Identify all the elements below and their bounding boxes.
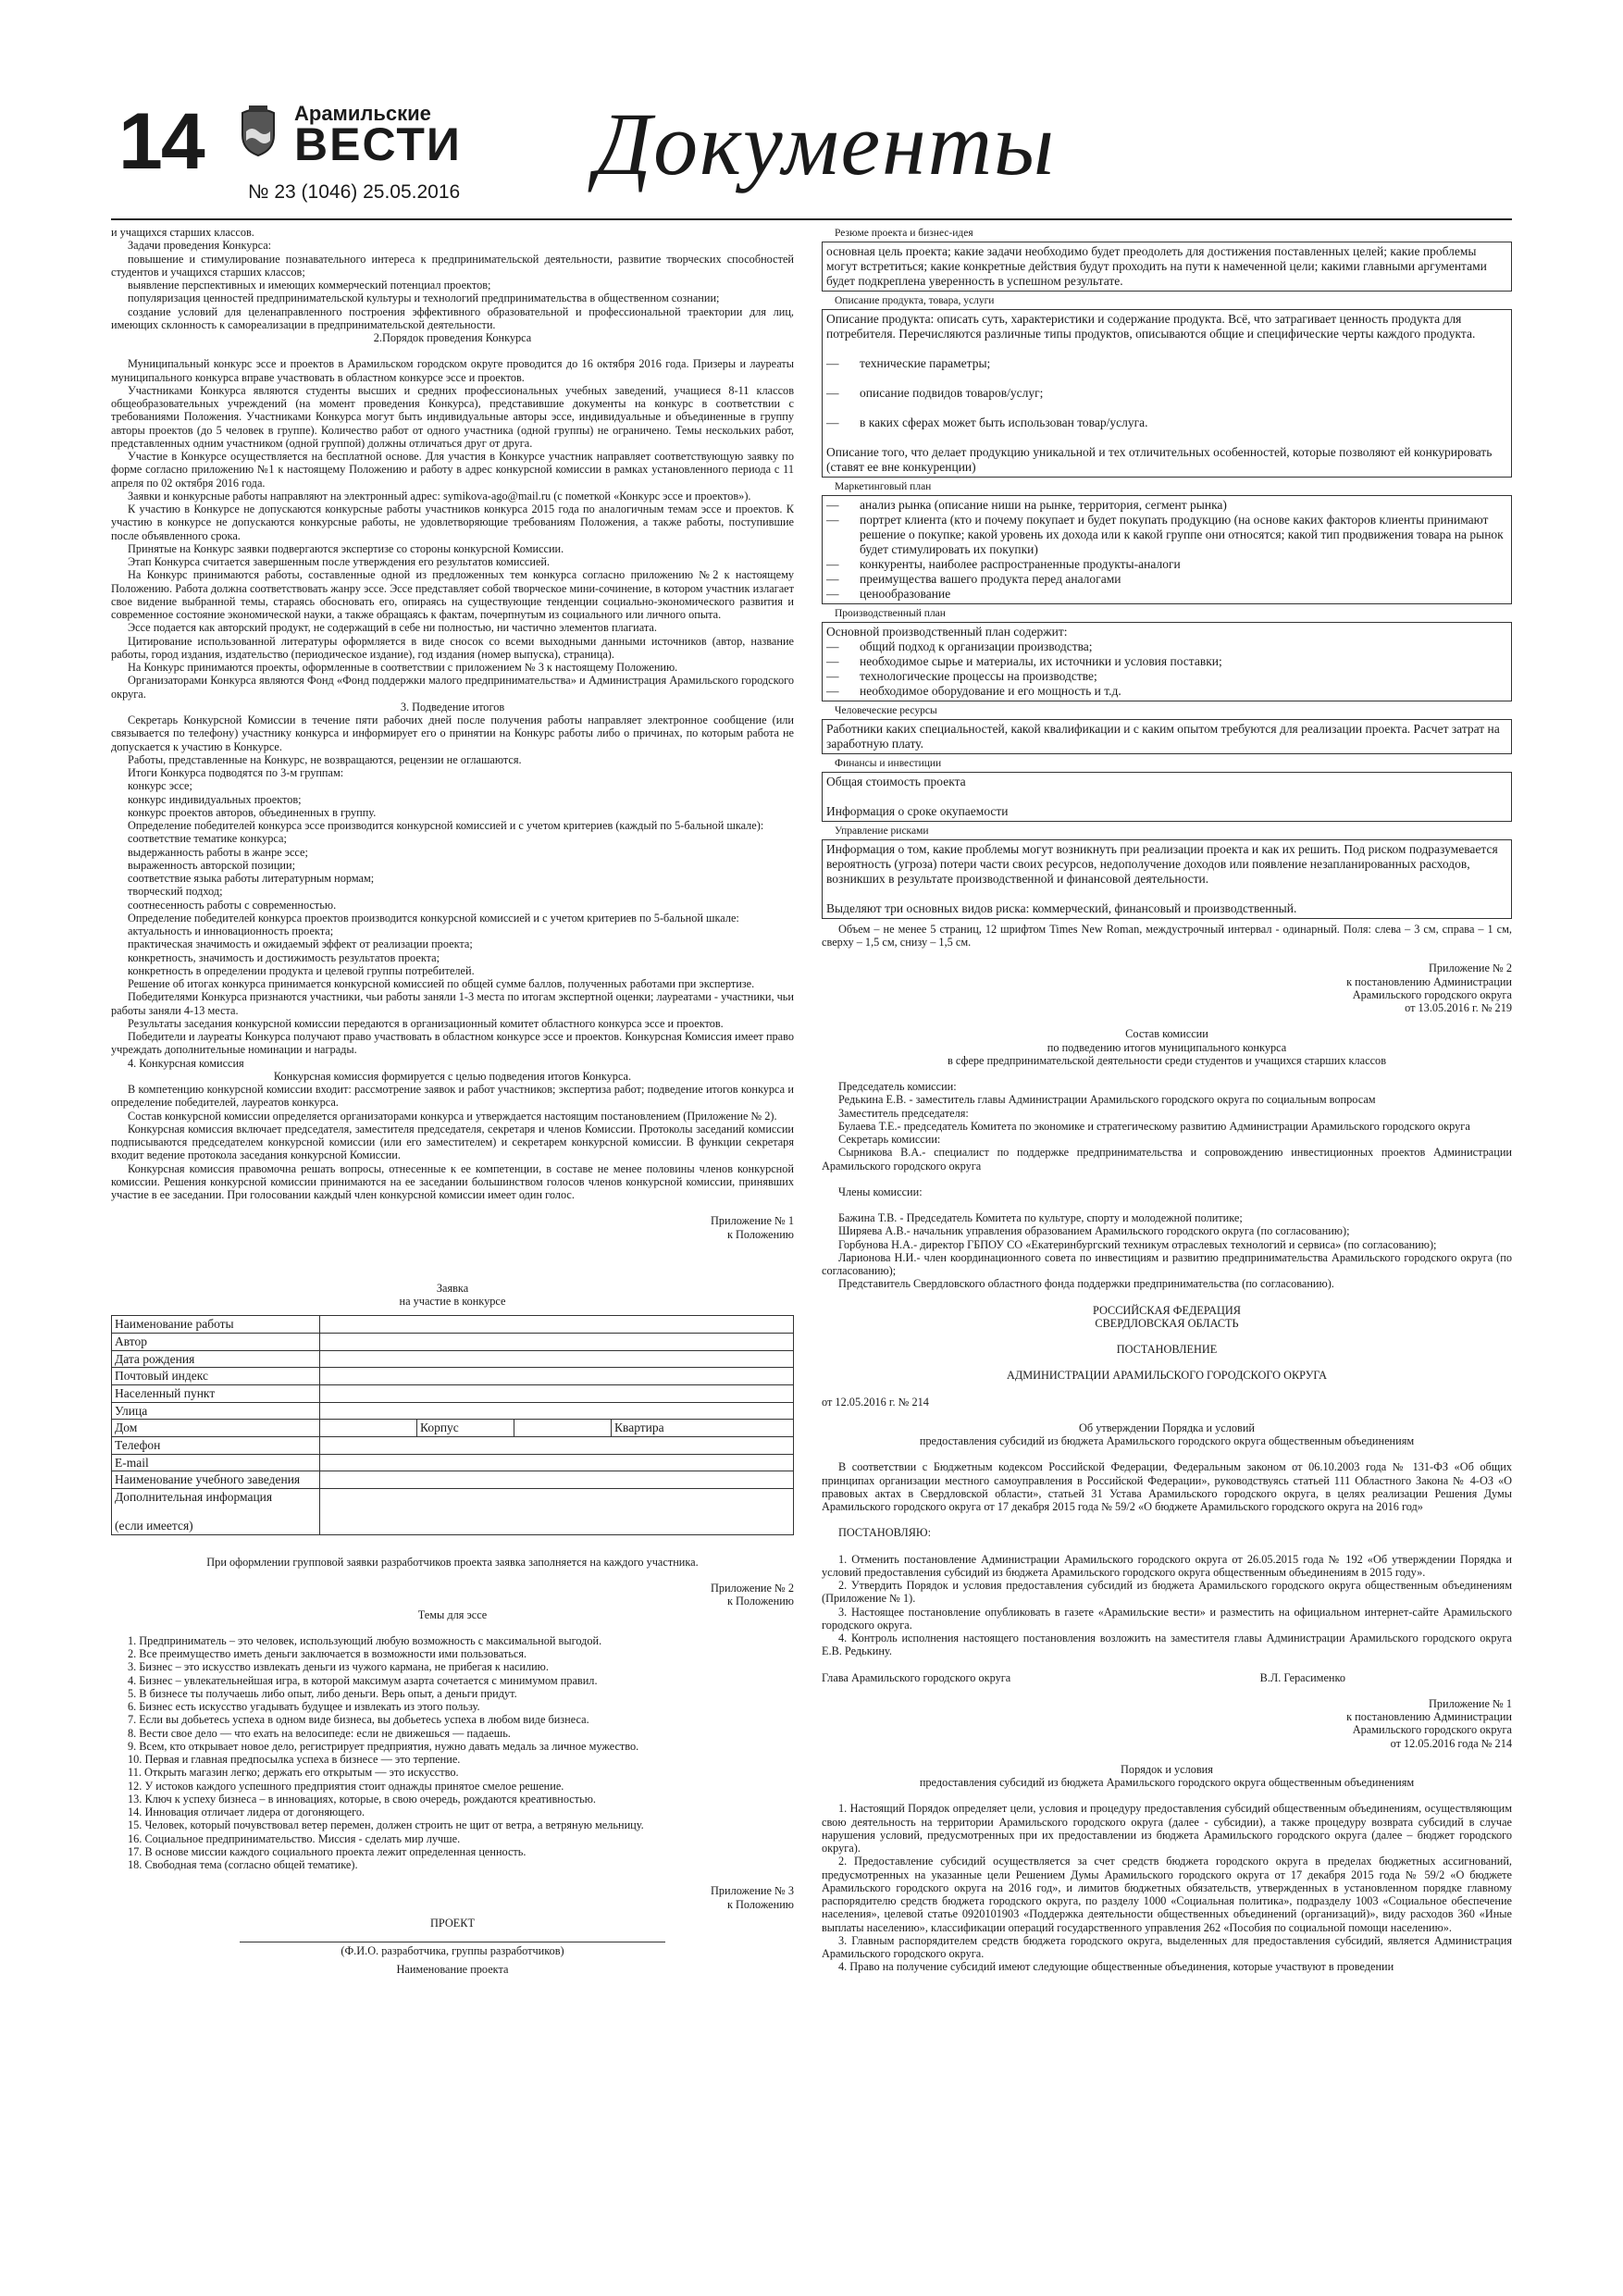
- appendix-sub: к Положению: [726, 1227, 794, 1241]
- box-text: Общая стоимость проекта: [826, 775, 966, 789]
- form-label: [112, 1488, 320, 1534]
- appendix-sub: к постановлению Администрации: [1346, 1710, 1512, 1724]
- form-row: [112, 1488, 794, 1534]
- paragraph: выраженность авторской позиции;: [128, 858, 296, 872]
- paragraph: В компетенцию конкурсной комиссии входит: рассмотрение заявок и работ участников; экспертиза работ; подведение итогов конкурса и определение победителей, лауреатов конкурса.: [111, 1083, 794, 1110]
- finance-box: [822, 772, 1512, 822]
- appendix-label: Приложение № 1: [1428, 1696, 1512, 1710]
- box-text: Выделяют три основных видов риска: коммерческий, финансовый и производственный.: [826, 901, 1297, 916]
- paragraph: Задачи проведения Конкурса:: [128, 239, 272, 253]
- appendix-sub: Арамильского городского округа: [1352, 1723, 1512, 1737]
- form-label: Наименование учебного заведения: [112, 1471, 320, 1489]
- form-row: [112, 1384, 794, 1402]
- box-text: Основной производственный план содержит:: [826, 624, 1068, 639]
- form-field[interactable]: [320, 1488, 794, 1534]
- issue-number: № 23 (1046) 25.05.2016: [248, 181, 461, 203]
- paragraph: Решение об итогах конкурса принимается конкурсной комиссией по общей сумме баллов, полученных работами при экспертизе.: [128, 977, 755, 990]
- paragraph: конкретность в определении продукта и целевой группы потребителей.: [128, 963, 475, 977]
- paragraph: соответствие тематике конкурса;: [128, 832, 287, 846]
- logo-bottom: ВЕСТИ: [294, 118, 462, 170]
- block-label: Маркетинговый план: [835, 480, 932, 492]
- theme-item: 1. Предприниматель – это человек, использующий любую возможность с максимальной выгодой.: [128, 1633, 602, 1647]
- box-text: Работники каких специальностей, какой квалификации и с каким опытом требуются для реализации проекта. Расчет затрат на заработную плату.: [826, 721, 1500, 751]
- paragraph: Определение победителей конкурса эссе производится конкурсной комиссией и с учетом критериев (каждый по 5-бальной шкале):: [128, 819, 764, 832]
- paragraph: творческий подход;: [128, 885, 223, 899]
- appendix-label: Приложение № 3: [710, 1884, 794, 1898]
- paragraph: Принятые на Конкурс заявки подвергаются экспертизе со стороны конкурсной Комиссии.: [128, 541, 564, 555]
- appendix-sub: Арамильского городского округа: [1352, 987, 1512, 1001]
- paragraph: На Конкурс принимаются работы, составленные одной из предложенных тем конкурса согласно приложению №2 к настоящему Положению. Работа должна соответствовать жанру эссе. Эссе представляет собой творческое мини-сочинение, в котором участник излагает свое видение выбранной темы, стараясь обосновать его, опираясь на существующие тенденции социально-экономического развития и современное состояние экономической науки, а также обращаясь к фактам, почерпнутым из социального или личного опыта.: [111, 568, 794, 621]
- paragraph: Участие в Конкурсе осуществляется на бесплатной основе. Для участия в Конкурсе участник направляет соответствующую заявку по форме согласно приложению №1 к настоящему Положению и работу в адрес конкурсной комиссии в рамках установленного периода с 11 апреля по 02 октября 2016 года.: [111, 450, 794, 490]
- form-label: E-mail: [112, 1454, 320, 1471]
- paragraph: 4. Контроль исполнения настоящего постановления возложить на заместителя главы Администрации Арамильского городского округа Е.В. Редькину.: [822, 1632, 1512, 1658]
- paragraph: выдержанность работы в жанре эссе;: [128, 845, 308, 859]
- left-column: [111, 226, 794, 1977]
- form-field[interactable]: [320, 1384, 794, 1402]
- form-subtitle: на участие в конкурсе: [399, 1295, 506, 1308]
- paragraph: Результаты заседания конкурсной комиссии передаются в организационный комитет областного конкурса эссе и проектов.: [128, 1016, 724, 1030]
- resolution-heading: ПОСТАНОВЛЕНИЕ: [1116, 1343, 1218, 1357]
- paragraph: 2. Утвердить Порядок и условия предоставления субсидий из бюджета Арамильского городского округа общественным объединениям (Приложение № 1).: [822, 1579, 1512, 1606]
- paragraph: конкурс индивидуальных проектов;: [128, 792, 302, 806]
- theme-item: 12. У истоков каждого успешного предприятия стоит однажды принятое смелое решение.: [128, 1779, 564, 1793]
- paragraph: Председатель комиссии:: [838, 1080, 957, 1094]
- resolution-title: Об утверждении Порядка и условий: [1078, 1421, 1256, 1434]
- theme-item: 2. Все преимущество иметь деньги заключается в возможности ими пользоваться.: [128, 1647, 527, 1661]
- form-field[interactable]: [320, 1333, 794, 1350]
- page-header: [0, 0, 1623, 222]
- theme-item: 10. Первая и главная предпосылка успеха в бизнесе — это терпение.: [128, 1753, 461, 1767]
- paragraph: конкретность, значимость и достижимость результатов проекта;: [128, 950, 440, 964]
- form-label: Населенный пункт: [112, 1384, 320, 1402]
- section-heading: Конкурсная комиссия формируется с целью подведения итогов Конкурса.: [273, 1069, 632, 1083]
- form-field[interactable]: [320, 1420, 417, 1437]
- region-header: СВЕРДЛОВСКАЯ ОБЛАСТЬ: [1095, 1316, 1239, 1330]
- form-field[interactable]: [320, 1402, 794, 1420]
- block-label: Производственный план: [835, 607, 946, 619]
- section-title: Документы: [595, 94, 1057, 193]
- production-box: [822, 622, 1512, 701]
- application-form: [111, 1315, 794, 1535]
- form-field[interactable]: [320, 1454, 794, 1471]
- block-label: Резюме проекта и бизнес-идея: [835, 228, 973, 239]
- paragraph: Заявки и конкурсные работы направляют на электронный адрес: symikova-ago@mail.ru (с пометкой «Конкурс эссе и проектов»).: [128, 489, 751, 503]
- header-rule: [111, 218, 1512, 220]
- box-list-item: — технологические процессы на производстве;: [826, 669, 1507, 684]
- paragraph: Организаторами Конкурса являются Фонд «Фонд поддержки малого предпринимательства» и Администрация Арамильского городского округа.: [111, 674, 794, 701]
- paragraph: 3. Главным распорядителем средств бюджета городского округа, выделенных для предоставления субсидий, является Администрация Арамильского городского округа.: [822, 1933, 1512, 1961]
- paragraph: Булаева Т.Е.- председатель Комитета по экономике и стратегическому развитию Администрации Арамильского городского округа: [838, 1119, 1470, 1133]
- form-label: Почтовый индекс: [112, 1368, 320, 1385]
- theme-item: 15. Человек, который почувствовал ветер перемен, должен строить не щит от ветра, а ветряную мельницу.: [128, 1818, 644, 1832]
- paragraph: соотнесенность работы с современностью.: [128, 898, 337, 912]
- signature-block: [822, 1671, 1512, 1684]
- paragraph: Состав конкурсной комиссии определяется организаторами конкурса и утверждается настоящим постановлением (Приложение № 2).: [128, 1109, 777, 1123]
- paragraph: Редькина Е.В. - заместитель главы Администрации Арамильского городского округа по социальным вопросам: [838, 1093, 1376, 1107]
- paragraph: Конкурсная комиссия включает председателя, заместителя председателя, секретаря и членов Комиссии. Протоколы заседаний комиссии подписываются председателем конкурсной комиссии (или его заместителем) и секретарем конкурсной комиссии. В функции секретаря входит ведение протокола заседания конкурсной Комиссии.: [111, 1122, 794, 1162]
- right-column: [822, 226, 1512, 1974]
- paragraph: конкурс проектов авторов, объединенных в группу.: [128, 805, 377, 819]
- block-label: Управление рисками: [835, 825, 929, 837]
- appendix-sub: к Положению: [726, 1595, 794, 1608]
- form-label-line: Дополнительная информация: [115, 1489, 273, 1504]
- theme-item: 13. Ключ к успеху бизнеса – в инновациях, которые, в свою очередь, рождаются креативностью.: [128, 1792, 597, 1806]
- paragraph: соответствие языка работы литературным нормам;: [128, 872, 375, 885]
- paragraph: Победители и лауреаты Конкурса получают право участвовать в областном конкурсе эссе и проектов. Конкурсная Комиссия имеет право учреждать дополнительные номинации и награды.: [111, 1030, 794, 1057]
- paragraph: Представитель Свердловского областного фонда поддержки предпринимательства (по согласованию).: [838, 1277, 1334, 1291]
- paragraph: Участниками Конкурса являются студенты высших и средних профессиональных учебных заведений, учащиеся 8-11 классов общеобразовательных учреждений (на момент проведения Конкурса), представившие документы на конкурс в соответствии с требованиями Положения. Участниками Конкурса могут быть индивидуальные авторы эссе, индивидуальные и объединенные в группу авторы проектов (до 5 человек в группе). Количество работ от одного участника (одной группы) не ограничено. Темы нескольких работ, представленных одним участником (одной группой) должны отличаться друг от друга.: [111, 383, 794, 450]
- paragraph: 3. Настоящее постановление опубликовать в газете «Арамильские вести» и разместить на официальном интернет-сайте Арамильского городского округа.: [822, 1605, 1512, 1632]
- paragraph: актуальность и инновационность проекта;: [128, 925, 334, 937]
- paragraph: Ширяева А.В.- начальник управления образованием Арамильского городского округа (по согласованию);: [838, 1224, 1350, 1238]
- paragraph: 1. Отменить постановление Администрации Арамильского городского округа от 26.05.2015 года № 192 «Об утверждении Порядка и условий предоставления субсидий из бюджета Арамильского городского округа общественным объединениям в 2015 году».: [822, 1552, 1512, 1579]
- appendix-label: Приложение № 2: [1428, 962, 1512, 975]
- form-title: Заявка: [436, 1281, 469, 1295]
- theme-item: 16. Социальное предпринимательство. Миссия - сделать мир лучше.: [128, 1831, 461, 1845]
- paragraph: Муниципальный конкурс эссе и проектов в Арамильском городском округе проводится до 16 октября 2016 года. Призеры и лауреаты муниципального конкурса вправе участвовать в областном конкурсе эссе и проектов.: [111, 357, 794, 384]
- paragraph: 2. Предоставление субсидий осуществляется за счет средств бюджета городского округа в пределах бюджетных ассигнований, предусмотренных на указанные цели Решением Думы Арамильского городского округа от 17 декабря 2015 года № 59/2 «О бюджете Арамильского городского округа на 2016 год», и лимитов бюджетных обязательств, утвержденных в установленном порядке главному распорядителю средств бюджета городского округа, по разделу 1000 «Социальная политика», подразделу 1003 «Социальное обеспечение населения», целевой статье 0920101903 «Поддержка деятельности общественных объединений (организаций)», виду расходов 360 «Иные выплаты населению», классификации операций государственного управления 262 «Пособия по социальной помощи населению».: [822, 1855, 1512, 1934]
- project-name-label: Наименование проекта: [396, 1963, 509, 1977]
- form-field[interactable]: [320, 1436, 794, 1454]
- appendix-label: Приложение № 2: [710, 1582, 794, 1595]
- summary-box: [822, 242, 1512, 292]
- paragraph: Бажина Т.В. - Председатель Комитета по культуре, спорту и молодежной политике;: [838, 1211, 1243, 1225]
- form-row: [112, 1454, 794, 1471]
- paragraph: Секретарь комиссии:: [838, 1133, 941, 1147]
- form-label: Автор: [112, 1333, 320, 1350]
- box-text: Информация о сроке окупаемости: [826, 804, 1009, 819]
- form-label: Корпус: [417, 1420, 514, 1437]
- box-list-item: — преимущества вашего продукта перед аналогами: [826, 572, 1507, 587]
- paragraph: Итоги Конкурса подводятся по 3-м группам:: [128, 766, 344, 779]
- theme-item: 6. Бизнес есть искусство угадывать будущее и извлекать из этого пользу.: [128, 1700, 480, 1714]
- form-row: [112, 1350, 794, 1368]
- paragraph: создание условий для целенаправленного построения эффективного образовательной и профессиональной траектории для лиц, имеющих склонность к самореализации в предпринимательской деятельности.: [111, 304, 794, 331]
- section-heading: 3. Подведение итогов: [400, 700, 505, 714]
- signature-title: Глава Арамильского городского округа: [822, 1670, 1011, 1684]
- block-label: Описание продукта, товара, услуги: [835, 295, 995, 307]
- product-box: [822, 309, 1512, 477]
- theme-item: 7. Если вы добьетесь успеха в одном виде бизнеса, вы добьетесь успеха в любом виде бизнеса.: [128, 1713, 589, 1727]
- resolution-date: от 12.05.2016 г. № 214: [822, 1395, 929, 1409]
- box-text: Описание того, что делает продукцию уникальной и тех отличительных особенностей, которые позволяют ей конкурировать (ставят ее вне конкуренции): [826, 445, 1493, 474]
- paragraph: В соответствии с Бюджетным кодексом Российской Федерации, Федеральным законом от 06.10.2003 года № 131-ФЗ «Об общих принципах организации местного самоуправления в Российской Федерации», руководствуясь статьей 111 Областного Закона № 4-ОЗ «О правовых актах в Свердловской области», статьей 31 Устава Арамильского городского округа, в целях реализации Решения Думы Арамильского городского округа от 17 декабря 2015 года № 59/2 «О бюджете Арамильского городского округа на 2016 год»: [822, 1460, 1512, 1514]
- form-row: [112, 1333, 794, 1350]
- paragraph: На Конкурс принимаются проекты, оформленные в соответствии с приложением № 3 к настоящему Положению.: [128, 661, 678, 674]
- paragraph: Цитирование использованной литературы оформляется в виде сносок со всеми выходными данными источников (автор, название работы, город издания, издательство (периодическое издание), год издания (номер выпуска), страница).: [111, 634, 794, 661]
- paragraph: К участию в Конкурсе не допускаются конкурсные работы участников конкурса 2015 года по аналогичным темам эссе и проектов. К участию в конкурсе не допускаются конкурсные работы, не удовлетворяющие требованиям Положения, а также работы, поступившие после объявленного срока.: [111, 503, 794, 542]
- paragraph: 4. Конкурсная комиссия: [128, 1056, 244, 1070]
- coat-of-arms-icon: [239, 104, 278, 157]
- block-label: Человеческие ресурсы: [835, 704, 937, 716]
- theme-item: 11. Открыть магазин легко; держать его открытым — это искусство.: [128, 1766, 459, 1780]
- theme-item: 8. Вести свое дело — что ехать на велосипеде: если не движешься — падаешь.: [128, 1726, 511, 1740]
- appendix-sub: от 13.05.2016 г. № 219: [1405, 1001, 1512, 1015]
- theme-item: 18. Свободная тема (согласно общей тематике).: [128, 1858, 358, 1872]
- fio-caption: (Ф.И.О. разработчика, группы разработчиков): [341, 1944, 564, 1958]
- theme-item: 9. Всем, кто открывает новое дело, регистрирует предприятия, нужно давать медаль за личное мужество.: [128, 1739, 639, 1753]
- paragraph: Работы, представленные на Конкурс, не возвращаются, рецензии не оглашаются.: [128, 752, 522, 766]
- paragraph: Этап Конкурса считается завершенным после утверждения его результатов комиссией.: [128, 555, 551, 568]
- paragraph: выявление перспективных и имеющих коммерческий потенциал проектов;: [128, 279, 491, 292]
- box-list-item: — анализ рынка (описание ниши на рынке, территория, сегмент рынка): [826, 498, 1507, 513]
- paragraph: повышение и стимулирование познавательного интереса к предпринимательской деятельности, развитие творческих способностей студентов и учащихся старших классов;: [111, 252, 794, 279]
- commission-title: по подведению итогов муниципального конкурса: [1047, 1040, 1287, 1054]
- signature-line: [240, 1941, 665, 1942]
- form-label: Квартира: [612, 1420, 794, 1437]
- order-title: предоставления субсидий из бюджета Арамильского городского округа общественным объединениям: [919, 1776, 1415, 1790]
- paragraph: Объем – не менее 5 страниц, 12 шрифтом Times New Roman, междустрочный интервал - одинарный. Поля: слева – 3 см, справа – 1 см, сверху – 1,5 см, снизу – 1,5 см.: [822, 922, 1512, 949]
- theme-item: 14. Инновация отличает лидера от догоняющего.: [128, 1806, 365, 1819]
- appendix-label: Приложение № 1: [710, 1214, 794, 1228]
- paragraph: 1. Настоящий Порядок определяет цели, условия и процедуру предоставления субсидий общественным объединениям, осуществляющим свою деятельность на территории Арамильского городского округа (далее - субсидии), а также процедуру возврата субсидий в случае нарушения условий, предусмотренных при их предоставлении из бюджета Арамильского городского округа (далее – бюджет городского округа).: [822, 1802, 1512, 1855]
- box-list-item: — необходимое сырье и материалы, их источники и условия поставки;: [826, 654, 1507, 669]
- form-field[interactable]: [320, 1316, 794, 1334]
- form-field[interactable]: [320, 1368, 794, 1385]
- commission-title: в сфере предпринимательской деятельности среди студентов и учащихся старших классов: [947, 1053, 1386, 1067]
- paragraph: практическая значимость и ожидаемый эффект от реализации проекта;: [128, 937, 473, 951]
- block-label: Финансы и инвестиции: [835, 757, 942, 769]
- risk-box: [822, 839, 1512, 919]
- paragraph: Члены комиссии:: [838, 1185, 923, 1198]
- paragraph: и учащихся старших классов.: [111, 226, 254, 239]
- form-note: При оформлении групповой заявки разработчиков проекта заявка заполняется на каждого участника.: [206, 1555, 699, 1569]
- box-list-item: — ценообразование: [826, 587, 1507, 602]
- form-row: [112, 1436, 794, 1454]
- theme-item: 5. В бизнесе ты получаешь либо опыт, либо деньги. Верь опыт, а деньги придут.: [128, 1686, 517, 1700]
- paragraph: Эссе подается как авторский продукт, не содержащий в себе ни полностью, ни частично элементов плагиата.: [128, 621, 657, 635]
- form-label: Дата рождения: [112, 1350, 320, 1368]
- box-list-item: — конкуренты, наиболее распространенные продукты-аналоги: [826, 557, 1507, 572]
- newspaper-logo: [294, 102, 462, 170]
- form-row: [112, 1471, 794, 1489]
- form-row: [112, 1316, 794, 1334]
- resolve-heading: ПОСТАНОВЛЯЮ:: [838, 1526, 931, 1540]
- section-heading: 2.Порядок проведения Конкурса: [373, 331, 532, 344]
- form-label: Дом: [112, 1420, 320, 1437]
- form-label: Улица: [112, 1402, 320, 1420]
- box-text: основная цель проекта; какие задачи необходимо будет преодолеть для достижения поставленных целей; какие проблемы могут встретиться; какие конкретные действия будут проходить на пути к намеченной цели; какими главными аргументами будет подкреплена уверенность в успешном результате.: [826, 244, 1487, 289]
- appendix-sub: к постановлению Администрации: [1346, 974, 1512, 988]
- theme-item: 4. Бизнес – увлекательнейшая игра, в которой максимум азарта сочетается с минимумом правил.: [128, 1673, 598, 1687]
- paragraph: 4. Право на получение субсидий имеют следующие общественные объединения, которые участвуют в проведении: [838, 1960, 1394, 1974]
- paragraph: Конкурсная комиссия правомочна решать вопросы, отнесенные к ее компетенции, в составе не менее половины членов конкурсной комиссии. Решения конкурсной комиссии принимаются на ее заседании большинством голосов членов конкурсной комиссии, принявших участие в ее заседании. При голосовании каждый член конкурсной комиссии имеет один голос.: [111, 1161, 794, 1201]
- commission-title: Состав комиссии: [1125, 1027, 1208, 1041]
- signature-name: В.Л. Герасименко: [1259, 1670, 1345, 1684]
- box-list-item: — общий подход к организации производства;: [826, 639, 1507, 654]
- paragraph: Победителями Конкурса признаются участники, чьи работы заняли 1-3 места по итогам экспертной оценки; лауреатами - участники, чьи работы заняли 4-13 места.: [111, 990, 794, 1017]
- paragraph: Секретарь Конкурсной Комиссии в течение пяти рабочих дней после получения работы направляет электронное сообщение (или связывается по телефону) участнику конкурса и информирует его о принятии на Конкурс работы либо о причинах, по которым работа не допускается к участию в Конкурсе.: [111, 714, 794, 753]
- country-header: РОССИЙСКАЯ ФЕДЕРАЦИЯ: [1093, 1303, 1241, 1317]
- paragraph: Горбунова Н.А.- директор ГБПОУ СО «Екатеринбургский техникум отраслевых технологий и сервиса» (по согласованию);: [838, 1237, 1437, 1251]
- appendix-sub: к Положению: [726, 1897, 794, 1911]
- box-text: Информация о том, какие проблемы могут возникнуть при реализации проекта и как их решить. Под риском подразумевается вероятность (угроза) потери части своих ресурсов, недополучение доходов или появление незапланированных расходов, возникших в результате производственной и финансовой деятельности.: [826, 842, 1498, 887]
- paragraph: Заместитель председателя:: [838, 1106, 969, 1120]
- logo-top: Арамильские: [294, 102, 431, 125]
- form-field[interactable]: [320, 1471, 794, 1489]
- form-row: [112, 1420, 794, 1437]
- form-field[interactable]: [514, 1420, 612, 1437]
- paragraph: популяризация ценностей предпринимательской культуры и технологий предпринимательства в общественном сознании;: [128, 292, 720, 305]
- appendix-sub: от 12.05.2016 года № 214: [1390, 1736, 1512, 1750]
- box-list-item: — портрет клиента (кто и почему покупает и будет покупать продукцию (на основе каких факторов клиенты принимают решение о покупке; какой уровень их дохода или к какой группе они относятся; какой тип продвижения товара на рынок будет стимулировать их покупки): [826, 513, 1507, 557]
- marketing-box: [822, 495, 1512, 603]
- form-row: [112, 1368, 794, 1385]
- paragraph: Ларионова Н.И.- член координационного совета по инвестициям и развитию предпринимательства Арамильского городского округа (по согласованию);: [822, 1250, 1512, 1278]
- theme-item: 3. Бизнес – это искусство извлекать деньги из чужого кармана, не прибегая к насилию.: [128, 1660, 549, 1674]
- box-text: Описание продукта: описать суть, характеристики и содержание продукта. Всё, что затрагивает ценность продукта для потребителя. Перечисляются различные типы продуктов, описываются общие и специфические черты каждого продукта.: [826, 312, 1476, 341]
- theme-item: 17. В основе миссии каждого социального проекта лежит определенная ценность.: [128, 1844, 527, 1858]
- box-list-item: — описание подвидов товаров/услуг;: [826, 386, 1507, 401]
- resolution-title: предоставления субсидий из бюджета Арамильского городского округа общественным объединениям: [919, 1434, 1415, 1448]
- paragraph: конкурс эссе;: [128, 779, 192, 793]
- paragraph: Сырникова В.А.- специалист по поддержке предпринимательства и сопровождению инвестиционных проектов Администрации Арамильского городского округа: [822, 1146, 1512, 1173]
- form-field[interactable]: [320, 1350, 794, 1368]
- box-list-item: — технические параметры;: [826, 356, 1507, 371]
- form-row: [112, 1402, 794, 1420]
- themes-title: Темы для эссе: [417, 1607, 488, 1621]
- paragraph: Определение победителей конкурса проектов производится конкурсной комиссией и с учетом критериев по 5-бальной шкале:: [128, 911, 739, 925]
- project-title: ПРОЕКТ: [430, 1916, 475, 1930]
- box-list-item: — необходимое оборудование и его мощность и т.д.: [826, 684, 1507, 699]
- order-title: Порядок и условия: [1121, 1762, 1213, 1776]
- hr-box: [822, 719, 1512, 754]
- box-list-item: — в каких сферах может быть использован товар/услуга.: [826, 416, 1507, 430]
- form-label: Телефон: [112, 1436, 320, 1454]
- form-label-line: (если имеется): [115, 1519, 193, 1533]
- form-label: Наименование работы: [112, 1316, 320, 1334]
- page-number: 14: [118, 97, 204, 186]
- admin-heading: АДМИНИСТРАЦИИ АРАМИЛЬСКОГО ГОРОДСКОГО ОКРУГА: [1006, 1369, 1328, 1383]
